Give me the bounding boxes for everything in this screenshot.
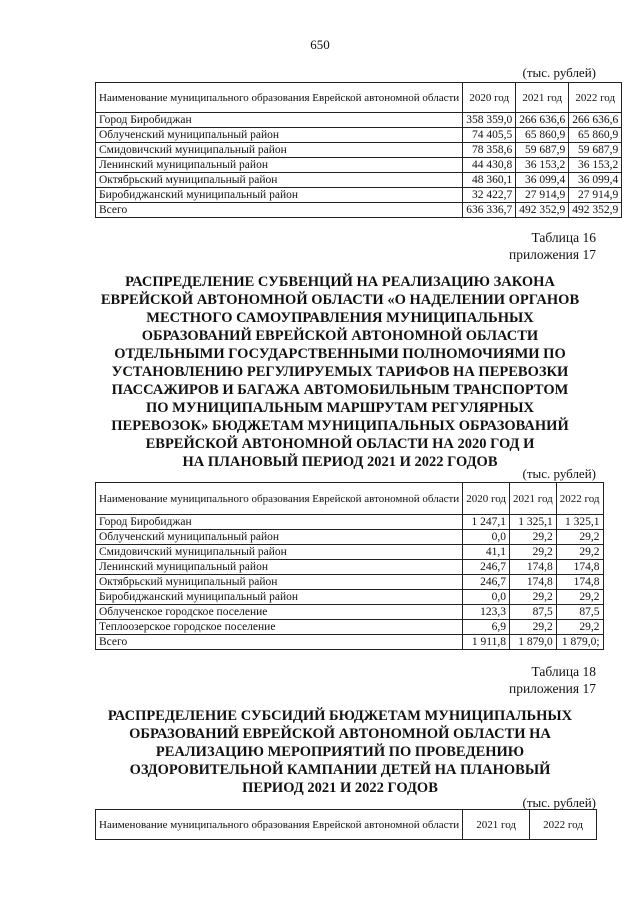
cell-name: Октябрьский муниципальный район [96,173,463,188]
cell-value: 36 099,4 [516,173,569,188]
cell-value: 174,8 [556,575,603,590]
cell-value: 27 914,9 [516,188,569,203]
cell-value: 29,2 [556,530,603,545]
cell-value: 0,0 [463,590,510,605]
cell-value: 29,2 [556,545,603,560]
table-row [96,605,604,620]
cell-name: Октябрьский муниципальный район [96,575,463,590]
table-header-row [96,810,597,840]
cell-value: 29,2 [556,590,603,605]
header-year: 2020 год [463,483,510,515]
cell-name: Всего [96,203,463,218]
cell-name: Город Биробиджан [96,113,463,128]
cell-value: 358 359,0 [463,113,516,128]
table-row [96,575,604,590]
header-name: Наименование муниципального образования Еврейской автономной области [96,83,463,113]
title-line: ПО МУНИЦИПАЛЬНЫМ МАРШРУТАМ РЕГУЛЯРНЫХ [145,400,534,416]
table-header-row [96,83,622,113]
title-line: ЕВРЕЙСКОЙ АВТОНОМНОЙ ОБЛАСТИ «О НАДЕЛЕНИИ ОРГАНОВ [100,292,580,308]
cell-name: Всего [96,635,463,650]
cell-value: 174,8 [509,560,556,575]
title-line: ОБРАЗОВАНИЙ ЕВРЕЙСКОЙ АВТОНОМНОЙ ОБЛАСТИ [141,328,539,344]
title-line: РАСПРЕДЕЛЕНИЕ СУБСИДИЙ БЮДЖЕТАМ МУНИЦИПАЛЬНЫХ [107,708,573,724]
cell-value: 29,2 [509,620,556,635]
cell-value: 0,0 [463,530,510,545]
cell-value: 266 636,6 [516,113,569,128]
table-row [96,158,622,173]
title-line: ОБРАЗОВАНИЙ ЕВРЕЙСКОЙ АВТОНОМНОЙ ОБЛАСТИ НА [129,726,551,742]
title-line: МЕСТНОГО САМОУПРАВЛЕНИЯ МУНИЦИПАЛЬНЫХ [146,310,534,326]
unit-label-2: (тыс. рублей) [522,466,596,481]
header-name: Наименование муниципального образования Еврейской автономной области [96,483,463,515]
title-line: ОТДЕЛЬНЫМИ ГОСУДАРСТВЕННЫМИ ПОЛНОМОЧИЯМИ ПО [114,346,566,362]
cell-name: Теплоозерское городское поселение [96,620,463,635]
cell-name: Смидовичский муниципальный район [96,143,463,158]
cell-value: 27 914,9 [569,188,622,203]
cell-name: Облученский муниципальный район [96,128,463,143]
table-row [96,173,622,188]
header-year: 2021 год [509,483,556,515]
cell-value: 29,2 [509,545,556,560]
table-header-row [96,483,604,515]
table-1 [95,82,622,218]
cell-value: 41,1 [463,545,510,560]
cell-value: 266 636,6 [569,113,622,128]
title-line: РАСПРЕДЕЛЕНИЕ СУБВЕНЦИЙ НА РЕАЛИЗАЦИЮ ЗАКОНА [125,274,555,290]
cell-name: Облученское городское поселение [96,605,463,620]
table-row [96,515,604,530]
table-row [96,620,604,635]
cell-value: 65 860,9 [516,128,569,143]
cell-value: 36 099,4 [569,173,622,188]
table-row [96,113,622,128]
caption-line: приложения 17 [508,681,596,696]
title-line: УСТАНОВЛЕНИЮ РЕГУЛИРУЕМЫХ ТАРИФОВ НА ПЕРЕВОЗКИ [111,364,569,380]
table-2 [95,482,604,650]
table-row [96,560,604,575]
header-year: 2021 год [516,83,569,113]
cell-value: 32 422,7 [463,188,516,203]
cell-value: 29,2 [509,590,556,605]
header-year: 2020 год [463,83,516,113]
cell-value: 74 405,5 [463,128,516,143]
cell-value: 636 336,7 [463,203,516,218]
header-year: 2022 год [556,483,603,515]
cell-value: 492 352,9 [516,203,569,218]
cell-value: 44 430,8 [463,158,516,173]
cell-value: 65 860,9 [569,128,622,143]
unit-label-1: (тыс. рублей) [522,65,596,80]
cell-value: 87,5 [556,605,603,620]
table-row [96,530,604,545]
title-line: ПЕРИОД 2021 И 2022 ГОДОВ [242,780,438,796]
cell-value: 36 153,2 [569,158,622,173]
table-row [96,590,604,605]
cell-value: 1 879,0; [556,635,603,650]
title-line: ЕВРЕЙСКОЙ АВТОНОМНОЙ ОБЛАСТИ НА 2020 ГОД И [145,436,535,452]
cell-value: 29,2 [556,620,603,635]
header-year: 2022 год [530,810,597,840]
table-row [96,545,604,560]
cell-value: 123,3 [463,605,510,620]
section-title-16 [60,273,620,471]
cell-value: 6,9 [463,620,510,635]
cell-value: 246,7 [463,575,510,590]
cell-name: Смидовичский муниципальный район [96,545,463,560]
cell-value: 29,2 [509,530,556,545]
cell-value: 48 360,1 [463,173,516,188]
table-row [96,143,622,158]
cell-name: Биробиджанский муниципальный район [96,590,463,605]
table-3 [95,809,597,840]
cell-name: Ленинский муниципальный район [96,158,463,173]
cell-value: 1 325,1 [509,515,556,530]
cell-value: 87,5 [509,605,556,620]
page-number: 650 [310,37,330,52]
title-line: ОЗДОРОВИТЕЛЬНОЙ КАМПАНИИ ДЕТЕЙ НА ПЛАНОВЫЙ [129,762,551,778]
cell-value: 1 247,1 [463,515,510,530]
cell-value: 59 687,9 [569,143,622,158]
caption-line: Таблица 18 [531,664,596,679]
cell-name: Облученский муниципальный район [96,530,463,545]
title-line: НА ПЛАНОВЫЙ ПЕРИОД 2021 И 2022 ГОДОВ [182,454,498,470]
cell-name: Биробиджанский муниципальный район [96,188,463,203]
caption-line: Таблица 16 [531,230,596,245]
caption-line: приложения 17 [508,247,596,262]
table-total-row [96,635,604,650]
title-line: РЕАЛИЗАЦИЮ МЕРОПРИЯТИЙ ПО ПРОВЕДЕНИЮ [155,744,525,760]
cell-value: 492 352,9 [569,203,622,218]
unit-label-3: (тыс. рублей) [522,795,596,810]
cell-value: 246,7 [463,560,510,575]
cell-value: 78 358,6 [463,143,516,158]
title-line: ПЕРЕВОЗОК» БЮДЖЕТАМ МУНИЦИПАЛЬНЫХ ОБРАЗОВАНИЙ [111,418,569,434]
cell-value: 59 687,9 [516,143,569,158]
cell-value: 1 879,0 [509,635,556,650]
cell-value: 1 911,8 [463,635,510,650]
table-caption-18 [509,663,596,697]
cell-value: 1 325,1 [556,515,603,530]
header-year: 2021 год [463,810,530,840]
table-total-row [96,203,622,218]
cell-name: Город Биробиджан [96,515,463,530]
header-year: 2022 год [569,83,622,113]
cell-value: 174,8 [509,575,556,590]
section-title-18 [60,707,620,797]
header-name: Наименование муниципального образования Еврейской автономной области [96,810,463,840]
cell-value: 174,8 [556,560,603,575]
cell-name: Ленинский муниципальный район [96,560,463,575]
table-row [96,128,622,143]
table-row [96,188,622,203]
table-caption-16 [509,229,596,263]
cell-value: 36 153,2 [516,158,569,173]
title-line: ПАССАЖИРОВ И БАГАЖА АВТОМОБИЛЬНЫМ ТРАНСПОРТОМ [111,382,569,398]
